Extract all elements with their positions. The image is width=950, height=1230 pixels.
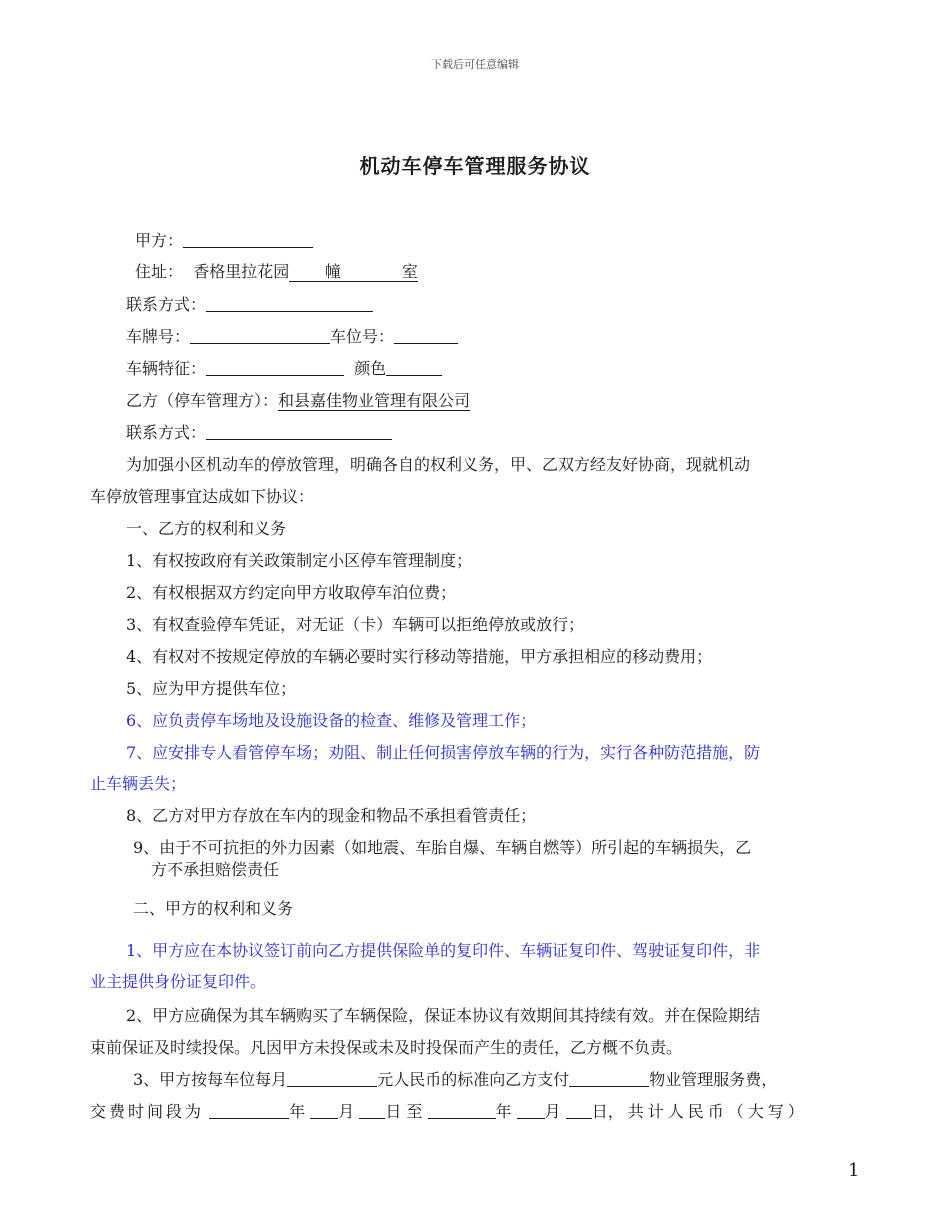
address-label: 住址：: [135, 262, 184, 281]
start-month-blank[interactable]: [310, 1101, 338, 1119]
section1-item-2: 2、有权根据双方约定向甲方收取停车泊位费；: [126, 583, 457, 602]
color-blank[interactable]: [386, 358, 442, 376]
section1-item-9-line-2: 方不承担赔偿责任: [151, 860, 280, 879]
section1-item-3: 3、有权查验停车凭证，对无证（卡）车辆可以拒绝停放或放行；: [126, 615, 585, 634]
end-year-blank[interactable]: [428, 1101, 496, 1119]
section2-item-1-line-2: 业主提供身份证复印件。: [90, 972, 267, 991]
space-label: 车位号：: [330, 327, 395, 346]
item3-text-a: 3、甲方按每车位每月: [133, 1070, 288, 1089]
address-room-label: 室: [401, 262, 418, 281]
party-a-label: 甲方：: [135, 231, 184, 250]
document-title: 机动车停车管理服务协议: [359, 154, 591, 178]
features-blank[interactable]: [206, 358, 344, 376]
section1-item-7-line-2: 止车辆丢失；: [90, 774, 187, 793]
plate-blank[interactable]: [190, 326, 330, 344]
page-number: 1: [848, 1160, 860, 1181]
party-a-contact-blank[interactable]: [206, 294, 373, 312]
start-year-blank[interactable]: [209, 1101, 289, 1119]
end-month-blank[interactable]: [517, 1101, 545, 1119]
section1-item-7-line-1: 7、应安排专人看管停车场；劝阻、制止任何损害停放车辆的行为，实行各种防范措施，防: [126, 743, 761, 762]
start-day-blank[interactable]: [359, 1101, 385, 1119]
section2-heading: 二、甲方的权利和义务: [133, 899, 294, 918]
address-line: [135, 261, 418, 283]
party-b-contact-label: 联系方式：: [126, 423, 207, 442]
item3-text-c: 物业管理服务费，: [649, 1070, 778, 1089]
section1-item-1: 1、有权按政府有关政策制定小区停车管理制度；: [126, 551, 473, 570]
page-header-note: 下载后可任意编辑: [431, 58, 519, 71]
section1-item-4: 4、有权对不按规定停放的车辆必要时实行移动等措施，甲方承担相应的移动费用；: [126, 647, 713, 666]
party-b-contact-line: [126, 422, 392, 444]
monthly-fee-blank[interactable]: [287, 1069, 377, 1087]
end-month-label: 月: [544, 1102, 561, 1121]
to-label: 至: [406, 1102, 423, 1121]
section2-item-3-line-2: [90, 1101, 808, 1123]
address-building-field[interactable]: [289, 262, 418, 282]
day-label: 日: [385, 1102, 402, 1121]
features-label: 车辆特征：: [126, 359, 207, 378]
features-line: [126, 358, 442, 380]
year-label: 年: [289, 1102, 306, 1121]
party-a-contact-label: 联系方式：: [126, 295, 207, 314]
address-building-label: 幢: [324, 262, 341, 281]
period-label: 交费时间段为: [90, 1102, 205, 1121]
plate-line: [126, 326, 458, 348]
address-value: 香格里拉花园: [193, 262, 290, 281]
month-label: 月: [338, 1102, 355, 1121]
party-b-contact-blank[interactable]: [206, 422, 392, 440]
item3-text-b: 元人民币的标准向乙方支付: [377, 1070, 570, 1089]
party-a-line: [135, 230, 313, 252]
plate-label: 车牌号：: [126, 327, 191, 346]
intro-line-2: 车停放管理事宜达成如下协议：: [90, 487, 315, 506]
total-label: ，共计人民币（大写）: [607, 1102, 808, 1121]
party-b-line: [126, 390, 470, 412]
space-blank[interactable]: [394, 326, 458, 344]
party-b-name: 和县嘉佳物业管理有限公司: [278, 391, 471, 410]
section1-item-8: 8、乙方对甲方存放在车内的现金和物品不承担看管责任；: [126, 806, 537, 825]
service-fee-blank[interactable]: [569, 1069, 649, 1087]
section2-item-3-line-1: [133, 1069, 777, 1091]
section1-item-5: 5、应为甲方提供车位；: [126, 679, 297, 698]
section1-item-6: 6、应负责停车场地及设施设备的检查、维修及管理工作；: [126, 711, 537, 730]
color-label: 颜色: [354, 359, 387, 378]
section2-item-1-line-1: 1、甲方应在本协议签订前向乙方提供保险单的复印件、车辆证复印件、驾驶证复印件，非: [126, 941, 761, 960]
section1-heading: 一、乙方的权利和义务: [126, 519, 287, 538]
party-a-name-blank[interactable]: [183, 230, 313, 248]
end-year-label: 年: [495, 1102, 512, 1121]
party-a-contact-line: [126, 294, 373, 316]
section1-item-9-line-1: 9、由于不可抗拒的外力因素（如地震、车胎自爆、车辆自燃等）所引起的车辆损失，乙: [133, 838, 752, 857]
end-day-blank[interactable]: [566, 1101, 592, 1119]
end-day-label: 日: [591, 1102, 608, 1121]
party-b-label: 乙方（停车管理方）：: [126, 391, 279, 410]
section2-item-2-line-1: 2、甲方应确保为其车辆购买了车辆保险，保证本协议有效期间其持续有效。并在保险期结: [126, 1006, 761, 1025]
intro-line-1: 为加强小区机动车的停放管理，明确各自的权利义务，甲、乙双方经友好协商，现就机动: [126, 455, 751, 474]
section2-item-2-line-2: 束前保证及时续投保。凡因甲方未投保或未及时投保而产生的责任，乙方概不负责。: [90, 1038, 683, 1057]
